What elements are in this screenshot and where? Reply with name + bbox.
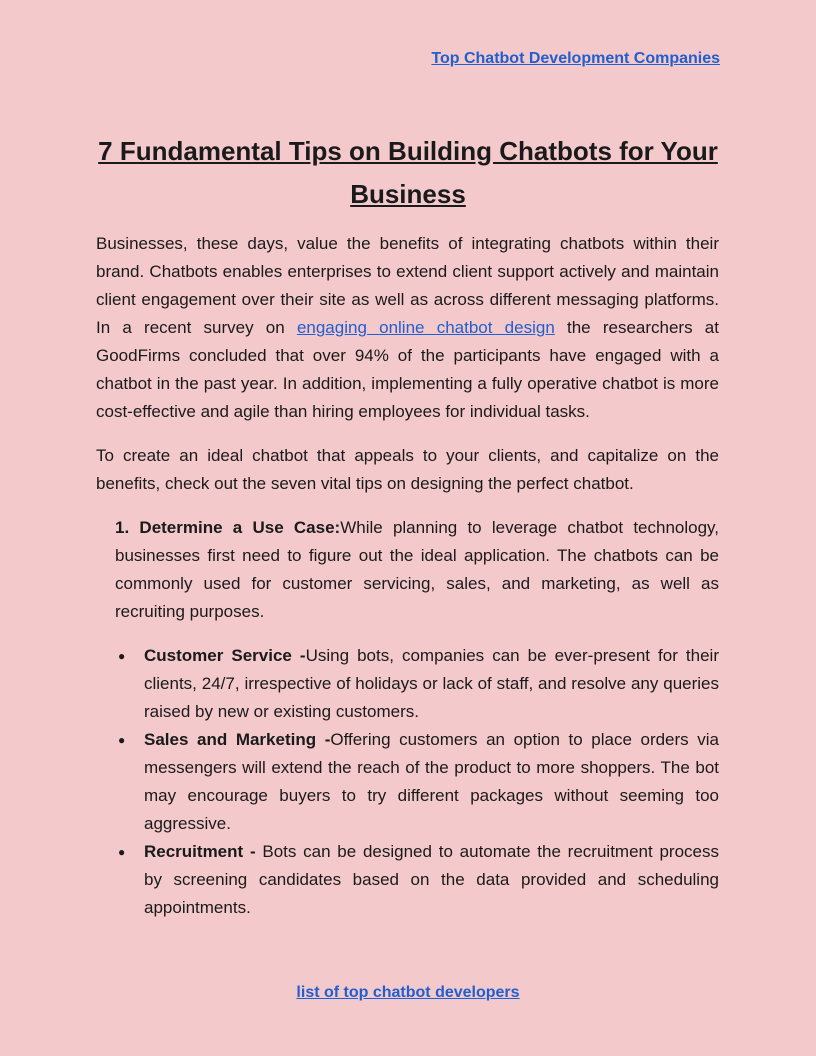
- engaging-chatbot-design-link[interactable]: engaging online chatbot design: [296, 318, 555, 337]
- top-chatbot-developers-link[interactable]: list of top chatbot developers: [296, 984, 520, 1001]
- intro-paragraph: [96, 230, 719, 426]
- use-case-list: [96, 642, 719, 922]
- list-item-customer-service: [118, 642, 719, 726]
- bullet-body: Using bots, companies can be ever-present for their clients, 24/7, irrespective of holidays or lack of staff, and resolve any queries raised by new or existing customers.: [144, 646, 719, 721]
- tip-1-heading: 1. Determine a Use Case:: [115, 518, 341, 537]
- intro-text-end: the researchers at GoodFirms concluded that over 94% of the participants have engaged with a chatbot in the past year. In addition, implementing a fully operative chatbot is more cost-effective and agile than hiring employees for individual tasks.: [96, 318, 719, 421]
- intro-text-start: Businesses, these days, value the benefits of integrating chatbots within their brand. Chatbots enables enterprises to extend client support actively and maintain client engagement over their site as well as across different messaging platforms. In a recent survey on: [96, 234, 719, 337]
- bullet-heading: Customer Service -: [144, 646, 306, 665]
- list-item-recruitment: [118, 838, 719, 922]
- bullet-icon: ●: [118, 845, 126, 859]
- tip-1-paragraph: [115, 514, 719, 626]
- page-title: 7 Fundamental Tips on Building Chatbots for Your Business: [98, 136, 718, 209]
- footer: [0, 984, 816, 1002]
- article-body: [96, 230, 719, 922]
- bullet-heading: Recruitment -: [144, 842, 263, 861]
- bullet-body: Offering customers an option to place orders via messengers will extend the reach of the product to more shoppers. The bot may encourage buyers to try different packages without seeming too aggressive.: [144, 730, 719, 833]
- second-paragraph: To create an ideal chatbot that appeals to your clients, and capitalize on the benefits, check out the seven vital tips on designing the perfect chatbot.: [96, 446, 719, 493]
- bullet-icon: ●: [118, 733, 126, 747]
- bullet-icon: ●: [118, 649, 126, 663]
- bullet-heading: Sales and Marketing -: [144, 730, 331, 749]
- list-item-sales-marketing: [118, 726, 719, 838]
- tip-1-body: While planning to leverage chatbot technology, businesses first need to figure out the ideal application. The chatbots can be commonly used for customer servicing, sales, and marketing, as well as recruiting purposes.: [115, 518, 720, 621]
- top-chatbot-companies-link[interactable]: Top Chatbot Development Companies: [431, 50, 720, 67]
- bullet-body: Bots can be designed to automate the recruitment process by screening candidates based on the data provided and scheduling appointments.: [144, 842, 719, 917]
